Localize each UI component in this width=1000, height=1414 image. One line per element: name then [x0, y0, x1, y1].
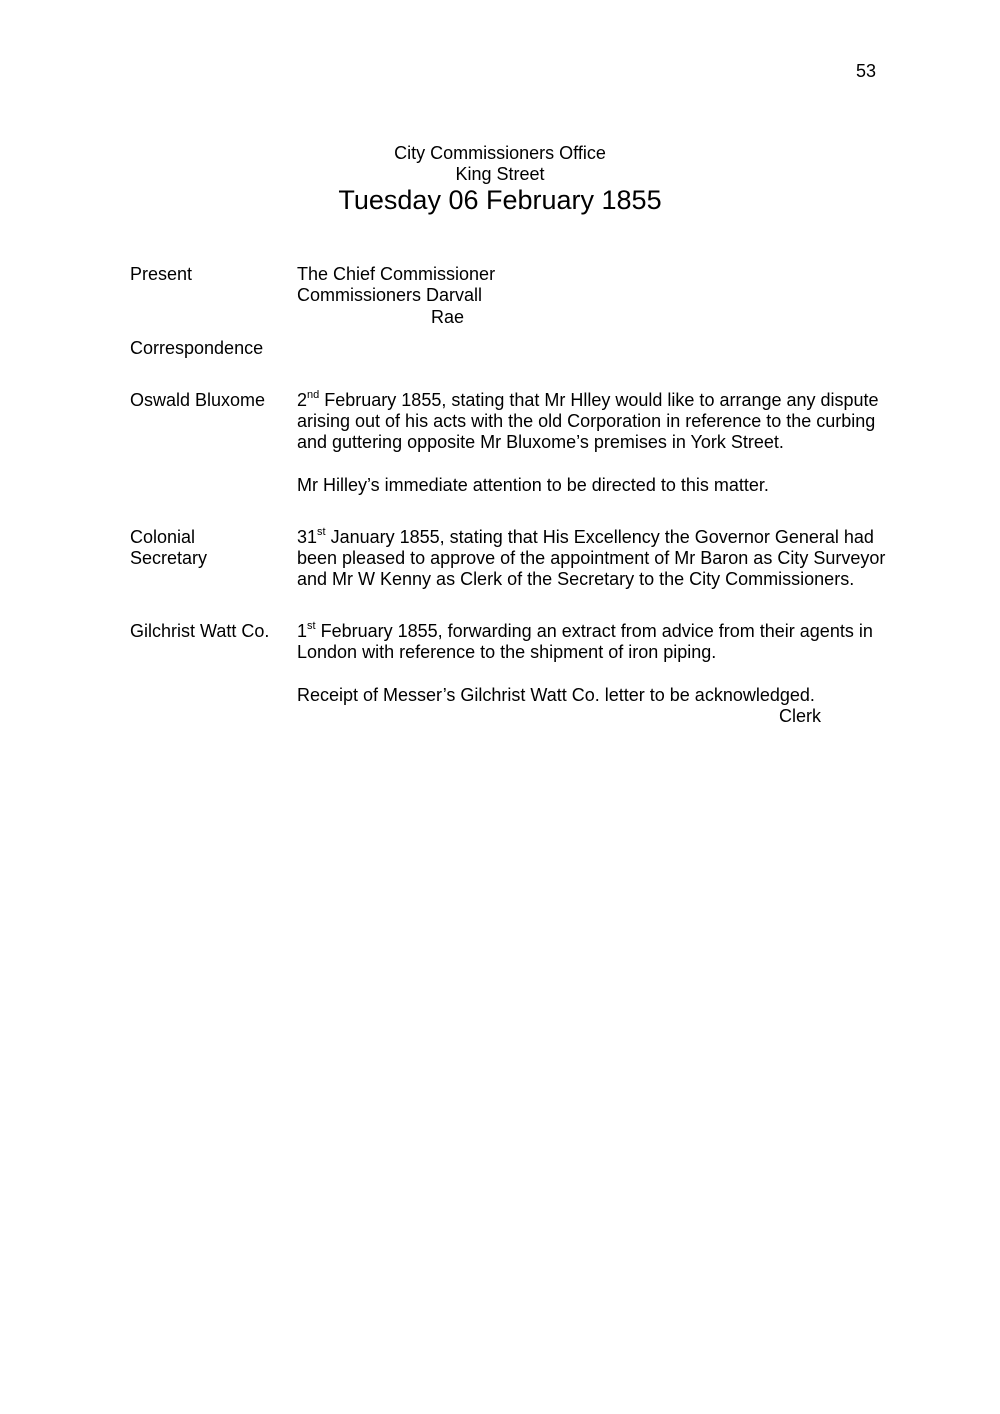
present-line-rae: Rae — [431, 307, 465, 327]
entry-letter-bluxome — [297, 390, 917, 453]
entry-label-bluxome: Oswald Bluxome — [130, 390, 266, 410]
entry-resolution-bluxome: Mr Hilley’s immediate attention to be directed to this matter. — [297, 475, 769, 495]
letter-line: been pleased to approve of the appointment of Mr Baron as City Surveyor — [297, 548, 886, 568]
entry-letter-gilchrist-watt — [297, 621, 917, 663]
office-name: City Commissioners Office — [394, 143, 606, 163]
letter-day-suffix: st — [317, 526, 326, 538]
letter-line — [297, 527, 917, 548]
meeting-date: Tuesday 06 February 1855 — [338, 185, 662, 215]
letter-day-suffix: nd — [307, 389, 320, 401]
letter-line: and guttering opposite Mr Bluxome’s premises in York Street. — [297, 432, 784, 452]
present-label: Present — [130, 264, 193, 284]
letter-day: 31 — [297, 527, 318, 547]
entry-resolution-gilchrist-watt: Receipt of Messer’s Gilchrist Watt Co. letter to be acknowledged. — [297, 685, 815, 705]
letter-line — [297, 390, 917, 411]
letter-day: 1 — [297, 621, 308, 641]
label-line: Secretary — [130, 548, 208, 568]
clerk-signoff: Clerk — [779, 706, 822, 726]
entry-label-colonial-secretary — [130, 527, 290, 569]
entry-letter-colonial-secretary — [297, 527, 917, 590]
page-number: 53 — [856, 61, 877, 81]
entry-label-gilchrist-watt: Gilchrist Watt Co. — [130, 621, 270, 641]
letter-line-text: February 1855, stating that Mr Hlley would like to arrange any dispute — [319, 390, 879, 410]
correspondence-label: Correspondence — [130, 338, 264, 358]
letter-day: 2 — [297, 390, 308, 410]
letter-line-text: January 1855, stating that His Excellency the Governor General had — [325, 527, 874, 547]
letter-line: London with reference to the shipment of iron piping. — [297, 642, 717, 662]
letter-line — [297, 621, 917, 642]
letter-line-text: February 1855, forwarding an extract from advice from their agents in — [315, 621, 873, 641]
label-line: Colonial — [130, 527, 196, 547]
present-line-chief: The Chief Commissioner — [297, 264, 496, 284]
letter-day-suffix: st — [307, 620, 316, 632]
present-line-commissioners: Commissioners Darvall — [297, 285, 483, 305]
letter-line: and Mr W Kenny as Clerk of the Secretary to the City Commissioners. — [297, 569, 855, 589]
street-name: King Street — [455, 164, 545, 184]
letter-line: arising out of his acts with the old Corporation in reference to the curbing — [297, 411, 876, 431]
